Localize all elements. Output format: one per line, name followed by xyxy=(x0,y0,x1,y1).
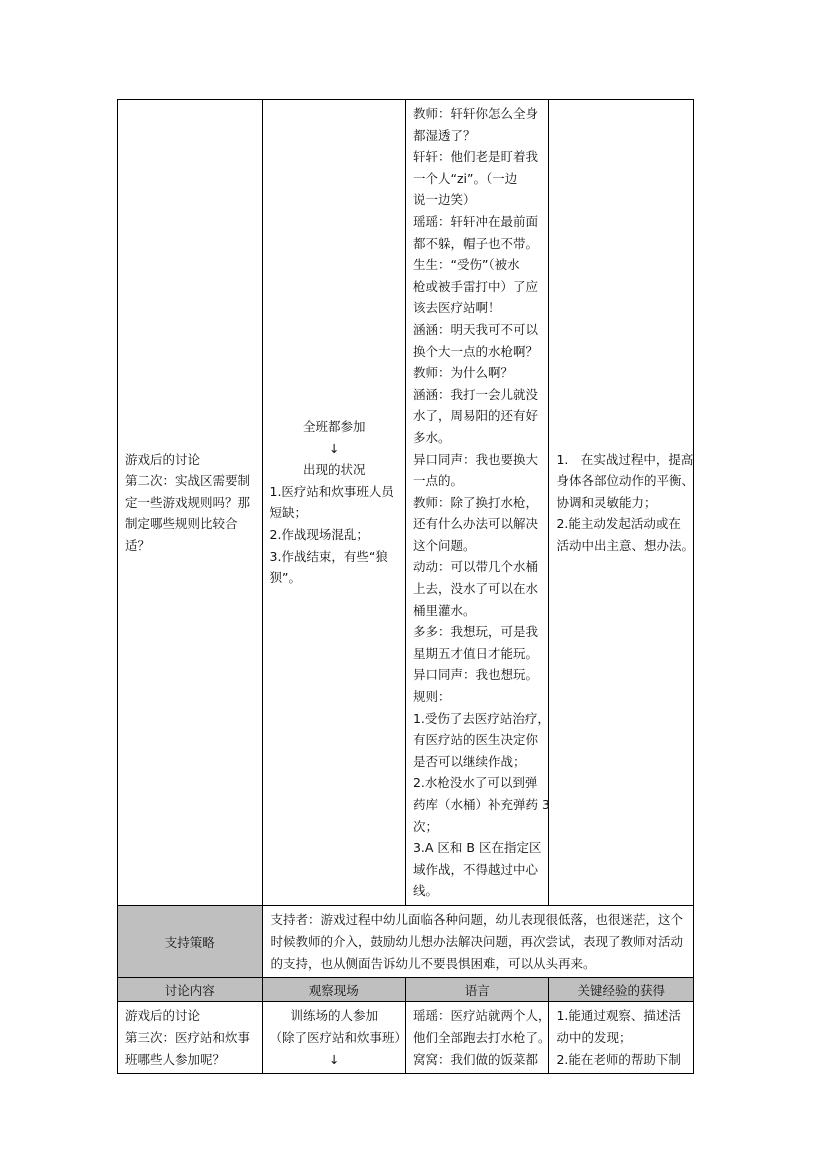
observation-item: 狈”。 xyxy=(269,570,301,586)
dialogue-line: 水了，周易阳的还有好 xyxy=(412,408,538,424)
dialogue-line: 多多：我想玩，可是我 xyxy=(412,624,538,640)
dialogue-line: 教师：为什么啊？ xyxy=(412,365,513,381)
observation-line: 训练场的人参加 xyxy=(290,1008,378,1024)
dialogue-line: 这个问题。 xyxy=(412,537,476,553)
dialogue-line: 异口同声：我也想玩。 xyxy=(412,667,538,683)
discussion-topic-cell xyxy=(118,1002,263,1074)
support-label: 支持策略 xyxy=(164,934,215,950)
header-observation: 观察现场 xyxy=(262,978,405,1002)
dialogue-line: 是否可以继续作战； xyxy=(412,753,526,769)
dialogue-line: 涵涵：明天我可不可以 xyxy=(412,321,538,337)
experience-cell xyxy=(549,1002,694,1074)
experience-line: 身体各部位动作的平衡、 xyxy=(556,473,694,489)
observation-subheading: 出现的状况 xyxy=(302,462,366,478)
experience-line: 1.能通过观察、描述活 xyxy=(556,1008,681,1024)
observation-item: 短缺； xyxy=(269,505,308,521)
dialogue-line: 多水。 xyxy=(412,429,451,445)
experience-line: 2.能主动发起活动或在 xyxy=(556,516,681,532)
dialogue-line: 都不躲，帽子也不带。 xyxy=(412,235,538,251)
dialogue-line: 上去，没水了可以在水 xyxy=(412,581,538,597)
topic-line: 适？ xyxy=(125,537,151,553)
topic-line: 班哪些人参加呢？ xyxy=(125,1051,226,1067)
observation-item: 2.作战现场混乱； xyxy=(269,527,369,543)
observation-line: （除了医疗站和炊事班） xyxy=(269,1029,408,1045)
table-row xyxy=(118,1002,694,1074)
dialogue-line: 都湿透了？ xyxy=(412,127,476,143)
experience-line: 2.能在老师的帮助下制 xyxy=(556,1051,681,1067)
support-line: 时候教师的介入，鼓励幼儿想办法解决问题，再次尝试，表现了教师对活动 xyxy=(270,933,684,949)
experience-cell xyxy=(549,100,694,906)
observation-heading: 全班都参加 xyxy=(302,419,366,435)
dialogue-line: 域作战，不得越过中心 xyxy=(412,861,538,877)
experience-line: 动中的发现； xyxy=(556,1029,632,1045)
observation-cell xyxy=(262,1002,408,1074)
dialogue-line: 规则： xyxy=(412,689,451,705)
table-row xyxy=(118,100,694,906)
dialogue-line: 窝窝：我们做的饭菜都 xyxy=(412,1051,538,1067)
dialogue-line: 次； xyxy=(412,818,438,834)
observation-item: 1.医疗站和炊事班人员 xyxy=(269,483,394,499)
language-cell xyxy=(405,100,548,906)
dialogue-line: 涵涵：我打一会儿就没 xyxy=(412,386,538,402)
activity-table xyxy=(117,99,694,1074)
table-header-row xyxy=(118,978,694,1002)
dialogue-line: 教师：轩轩你怎么全身 xyxy=(412,106,538,121)
dialogue-line: 1.受伤了去医疗站治疗， xyxy=(412,710,550,726)
topic-line: 制定哪些规则比较合 xyxy=(125,516,238,532)
experience-line: 1. 在实战过程中，提高 xyxy=(556,451,694,467)
topic-line: 游戏后的讨论 xyxy=(125,1008,201,1024)
dialogue-line: 药库（水桶）补充弹药 3 xyxy=(412,797,550,812)
dialogue-block xyxy=(406,100,548,905)
dialogue-line: 该去医疗站啊！ xyxy=(412,300,501,316)
support-line: 支持者：游戏过程中幼儿面临各种问题，幼儿表现很低落，也很迷茫，这个 xyxy=(270,911,684,927)
experience-line: 活动中出主意、想办法。 xyxy=(556,537,694,553)
topic-line: 定一些游戏规则吗？那 xyxy=(125,494,251,510)
dialogue-line: 瑶瑶：医疗站就两个人， xyxy=(412,1008,551,1024)
dialogue-line: 瑶瑶：轩轩冲在最前面 xyxy=(412,213,538,229)
dialogue-line: 异口同声：我也要换大 xyxy=(412,451,538,467)
topic-line: 游戏后的讨论 xyxy=(125,451,201,467)
language-cell xyxy=(405,1002,551,1074)
support-text-cell xyxy=(262,905,694,977)
observation-cell xyxy=(262,100,405,906)
dialogue-line: 2.水枪没水了可以到弹 xyxy=(412,775,538,791)
support-label-cell xyxy=(118,905,263,977)
dialogue-line: 他们全部跑去打水枪了。 xyxy=(412,1029,551,1045)
observation-item: 3.作战结束，有些“狼 xyxy=(269,548,388,564)
dialogue-line: 一点的。 xyxy=(412,473,463,489)
dialogue-line: 说一边笑） xyxy=(412,192,476,208)
topic-line: 第二次：实战区需要制 xyxy=(125,473,251,489)
dialogue-line: 生生：“受伤”（被水 xyxy=(412,257,520,273)
table-row xyxy=(118,905,694,977)
dialogue-line: 教师：除了换打水枪， xyxy=(412,494,538,510)
dialogue-line: 有医疗站的医生决定你 xyxy=(412,732,538,748)
down-arrow-icon: ↓ xyxy=(329,440,340,456)
support-line: 的支持，也从侧面告诉幼儿不要畏惧困难，可以从头再来。 xyxy=(270,955,596,971)
dialogue-line: 线。 xyxy=(412,883,438,899)
dialogue-line: 桶里灌水。 xyxy=(412,602,476,618)
dialogue-line: 3.A 区和 B 区在指定区 xyxy=(412,840,542,856)
topic-line: 第三次：医疗站和炊事 xyxy=(125,1029,251,1045)
down-arrow-icon: ↓ xyxy=(329,1051,340,1067)
dialogue-line: 还有什么办法可以解决 xyxy=(412,516,538,532)
header-discussion: 讨论内容 xyxy=(118,978,263,1002)
dialogue-line: 枪或被手雷打中）了应 xyxy=(412,278,538,294)
header-language: 语言 xyxy=(405,978,548,1002)
experience-line: 协调和灵敏能力； xyxy=(556,494,657,510)
header-experience: 关键经验的获得 xyxy=(549,978,694,1002)
dialogue-line: 星期五才值日才能玩。 xyxy=(412,645,538,661)
dialogue-line: 换个大一点的水枪啊？ xyxy=(412,343,538,359)
dialogue-line: 轩轩：他们老是盯着我 xyxy=(412,149,538,165)
dialogue-line: 动动：可以带几个水桶 xyxy=(412,559,538,575)
dialogue-line: 一个人“zi”。（一边 xyxy=(412,170,518,186)
discussion-topic-cell xyxy=(118,100,263,906)
